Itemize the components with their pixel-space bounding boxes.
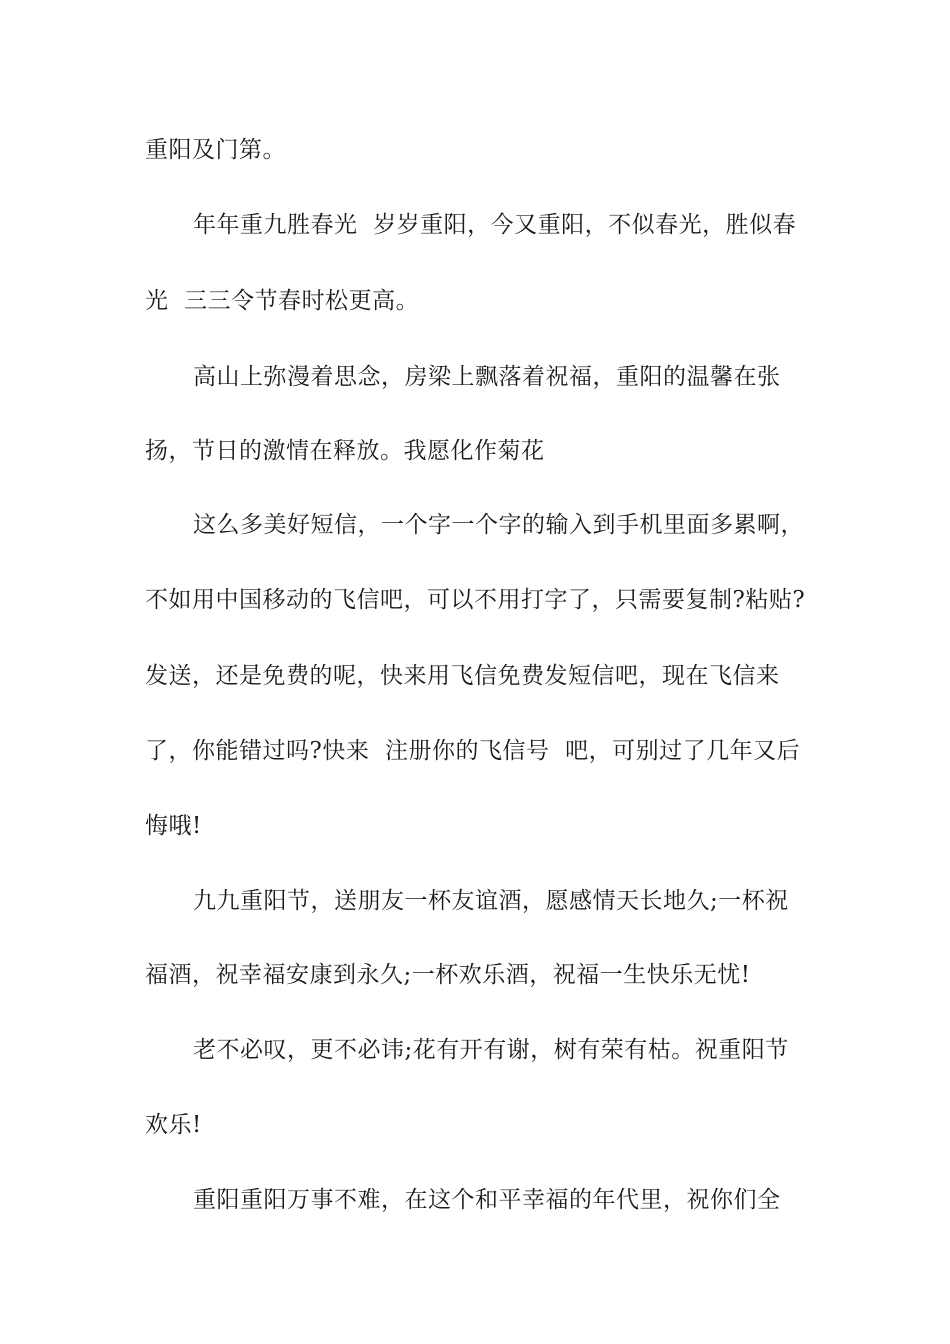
text-line: 发送，还是免费的呢，快来用飞信免费发短信吧，现在飞信来: [145, 663, 780, 689]
text-line: 福酒，祝幸福安康到永久;一杯欢乐酒，祝福一生快乐无忧!: [145, 962, 751, 988]
text-line: 重阳及门第。: [145, 137, 286, 163]
paragraph-start-line: 年年重九胜春光 岁岁重阳，今又重阳，不似春光，胜似春: [193, 212, 797, 238]
paragraph-start-line: 这么多美好短信，一个字一个字的输入到手机里面多累啊，: [193, 512, 804, 538]
text-line: 光 三三令节春时松更高。: [145, 288, 420, 314]
text-line: 悔哦!: [145, 813, 202, 839]
text-line: 扬，节日的激情在释放。我愿化作菊花: [145, 438, 545, 464]
text-line: 不如用中国移动的飞信吧，可以不用打字了，只需要复制?粘贴?: [145, 587, 806, 613]
text-line: 欢乐!: [145, 1112, 202, 1138]
paragraph-start-line: 重阳重阳万事不难，在这个和平幸福的年代里，祝你们全: [193, 1187, 781, 1213]
paragraph-start-line: 九九重阳节，送朋友一杯友谊酒，愿感情天长地久;一杯祝: [193, 888, 789, 914]
paragraph-start-line: 老不必叹，更不必讳;花有开有谢，树有荣有枯。祝重阳节: [193, 1037, 789, 1063]
text-line: 了，你能错过吗?快来 注册你的飞信号 吧，可别过了几年又后: [145, 738, 801, 764]
paragraph-start-line: 高山上弥漫着思念，房梁上飘落着祝福，重阳的温馨在张: [193, 364, 781, 390]
